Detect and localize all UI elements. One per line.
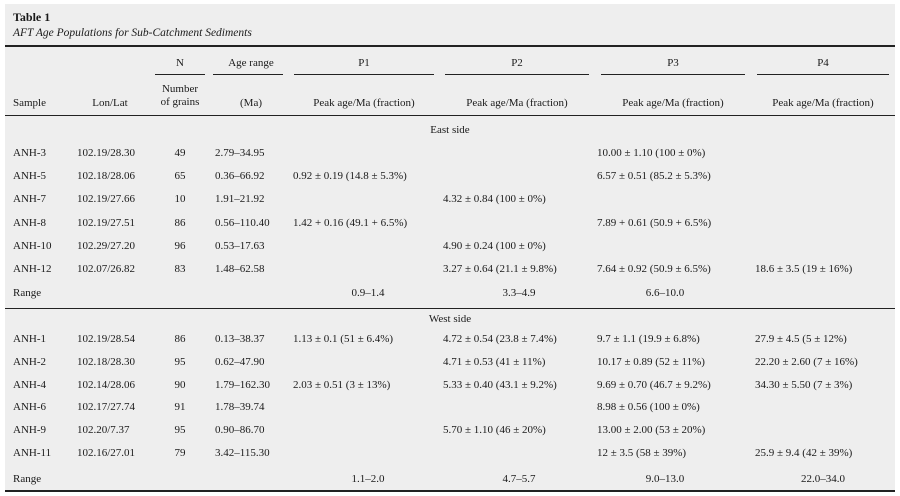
- cell-sample: ANH-9: [13, 424, 46, 437]
- cell-p2: 3.27 ± 0.64 (21.1 ± 9.8%): [443, 263, 557, 275]
- header-rule-n: [155, 74, 205, 75]
- cell-lonlat: 102.19/27.66: [77, 193, 136, 206]
- table-frame: [5, 4, 895, 492]
- cell-range: 3.42–115.30: [215, 447, 270, 459]
- cell-sample: ANH-8: [13, 216, 46, 229]
- cell-n: 96: [174, 239, 186, 252]
- cell-p4: 34.30 ± 5.50 (7 ± 3%): [755, 378, 853, 391]
- header-rule-p4: [757, 74, 889, 75]
- cell-n: 83: [174, 263, 186, 275]
- cell-range: 1.48–62.58: [215, 263, 265, 275]
- cell-sample: ANH-10: [13, 239, 52, 252]
- bottom-rule: [5, 490, 895, 492]
- header-bottom-rule: [5, 115, 895, 116]
- cell-p3: 7.64 ± 0.92 (50.9 ± 6.5%): [597, 263, 711, 275]
- cell-range: 0.36–66.92: [215, 170, 265, 183]
- header-peak-p4: Peak age/Ma (fraction): [772, 97, 874, 109]
- range-p1: 1.1–2.0: [351, 473, 385, 485]
- header-p4: P4: [817, 57, 829, 69]
- cell-n: 49: [174, 147, 186, 159]
- cell-lonlat: 102.16/27.01: [77, 447, 136, 459]
- cell-p4: 22.20 ± 2.60 (7 ± 16%): [755, 355, 858, 368]
- cell-lonlat: 102.29/27.20: [77, 239, 136, 252]
- header-number-line2: of grains: [160, 96, 200, 108]
- cell-p4: 25.9 ± 9.4 (42 ± 39%): [755, 447, 853, 459]
- cell-range: 1.79–162.30: [215, 378, 270, 391]
- cell-p3: 8.98 ± 0.56 (100 ± 0%): [597, 401, 700, 414]
- cell-n: 79: [174, 447, 186, 459]
- cell-lonlat: 102.14/28.06: [77, 378, 136, 391]
- section-west: West side: [428, 313, 472, 325]
- header-peak-p3: Peak age/Ma (fraction): [622, 97, 724, 109]
- header-p1: P1: [358, 57, 370, 69]
- cell-range: 0.56–110.40: [215, 216, 270, 229]
- range-p2: 4.7–5.7: [502, 473, 536, 485]
- header-sample: Sample: [13, 97, 46, 109]
- cell-p2: 5.70 ± 1.10 (46 ± 20%): [443, 424, 546, 437]
- cell-p3: 12 ± 3.5 (58 ± 39%): [597, 447, 687, 459]
- header-number-line1: Number: [161, 83, 199, 95]
- cell-n: 91: [174, 401, 186, 414]
- top-rule: [5, 45, 895, 47]
- cell-p2: 5.33 ± 0.40 (43.1 ± 9.2%): [443, 378, 557, 391]
- header-lonlat: Lon/Lat: [92, 97, 128, 109]
- header-peak-p1: Peak age/Ma (fraction): [313, 97, 415, 109]
- range-label: Range: [13, 473, 42, 485]
- range-label: Range: [13, 287, 42, 299]
- header-p3: P3: [667, 57, 679, 69]
- cell-p2: 4.71 ± 0.53 (41 ± 11%): [443, 355, 546, 368]
- header-rule-p3: [601, 74, 745, 75]
- cell-p3: 13.00 ± 2.00 (53 ± 20%): [597, 424, 706, 437]
- cell-lonlat: 102.07/26.82: [77, 263, 136, 275]
- mid-rule: [5, 308, 895, 309]
- table-label: Table 1: [13, 10, 51, 24]
- cell-sample: ANH-12: [13, 263, 52, 275]
- cell-range: 0.13–38.37: [215, 333, 265, 345]
- cell-n: 65: [174, 170, 186, 183]
- cell-sample: ANH-5: [13, 170, 46, 183]
- cell-p3: 10.17 ± 0.89 (52 ± 11%): [597, 355, 705, 368]
- cell-p3: 9.69 ± 0.70 (46.7 ± 9.2%): [597, 378, 711, 391]
- cell-lonlat: 102.19/28.30: [77, 147, 136, 159]
- cell-range: 1.78–39.74: [215, 401, 265, 414]
- cell-p1: 0.92 ± 0.19 (14.8 ± 5.3%): [293, 170, 407, 183]
- cell-p2: 4.32 ± 0.84 (100 ± 0%): [443, 193, 546, 206]
- cell-range: 0.53–17.63: [215, 239, 265, 252]
- range-p1: 0.9–1.4: [351, 287, 385, 299]
- cell-sample: ANH-3: [13, 147, 46, 159]
- cell-range: 2.79–34.95: [215, 147, 265, 159]
- header-n: N: [176, 57, 184, 69]
- cell-lonlat: 102.18/28.30: [77, 355, 136, 368]
- cell-p3: 6.57 ± 0.51 (85.2 ± 5.3%): [597, 170, 711, 183]
- cell-sample: ANH-4: [13, 378, 46, 391]
- header-rule-range: [213, 74, 283, 75]
- header-number: [148, 83, 212, 109]
- range-p3: 6.6–10.0: [645, 287, 685, 299]
- cell-p1: 1.13 ± 0.1 (51 ± 6.4%): [293, 333, 394, 345]
- cell-p4: 18.6 ± 3.5 (19 ± 16%): [755, 263, 853, 275]
- cell-n: 95: [174, 355, 186, 368]
- range-p2: 3.3–4.9: [502, 287, 536, 299]
- section-east: East side: [430, 124, 470, 136]
- cell-sample: ANH-7: [13, 193, 46, 206]
- cell-sample: ANH-6: [13, 401, 46, 414]
- range-p4: 22.0–34.0: [801, 473, 845, 485]
- cell-range: 0.62–47.90: [215, 355, 265, 368]
- cell-lonlat: 102.18/28.06: [77, 170, 136, 183]
- header-age-range: Age range: [228, 57, 274, 69]
- cell-p3: 9.7 ± 1.1 (19.9 ± 6.8%): [597, 333, 700, 345]
- cell-range: 1.91–21.92: [215, 193, 265, 206]
- cell-p3: 10.00 ± 1.10 (100 ± 0%): [597, 147, 706, 159]
- cell-sample: ANH-2: [13, 355, 46, 368]
- cell-n: 90: [174, 378, 186, 391]
- header-p2: P2: [511, 57, 523, 69]
- cell-p1: 2.03 ± 0.51 (3 ± 13%): [293, 378, 391, 391]
- cell-n: 10: [174, 193, 186, 206]
- header-rule-p1: [294, 74, 434, 75]
- cell-lonlat: 102.20/7.37: [77, 424, 130, 437]
- cell-p2: 4.90 ± 0.24 (100 ± 0%): [443, 239, 546, 252]
- cell-sample: ANH-11: [13, 447, 52, 459]
- cell-lonlat: 102.19/28.54: [77, 333, 136, 345]
- cell-p4: 27.9 ± 4.5 (5 ± 12%): [755, 333, 847, 345]
- cell-n: 95: [174, 424, 186, 437]
- cell-p1: 1.42 + 0.16 (49.1 + 6.5%): [293, 216, 408, 229]
- table-caption: AFT Age Populations for Sub-Catchment Sediments: [13, 27, 252, 39]
- cell-p2: 4.72 ± 0.54 (23.8 ± 7.4%): [443, 333, 557, 345]
- cell-range: 0.90–86.70: [215, 424, 265, 437]
- header-peak-p2: Peak age/Ma (fraction): [466, 97, 568, 109]
- cell-lonlat: 102.19/27.51: [77, 216, 136, 229]
- header-ma: (Ma): [240, 97, 262, 109]
- cell-lonlat: 102.17/27.74: [77, 401, 136, 414]
- range-p3: 9.0–13.0: [645, 473, 685, 485]
- cell-p3: 7.89 + 0.61 (50.9 + 6.5%): [597, 216, 712, 229]
- header-rule-p2: [445, 74, 589, 75]
- cell-n: 86: [174, 216, 186, 229]
- cell-sample: ANH-1: [13, 333, 46, 345]
- cell-n: 86: [174, 333, 186, 345]
